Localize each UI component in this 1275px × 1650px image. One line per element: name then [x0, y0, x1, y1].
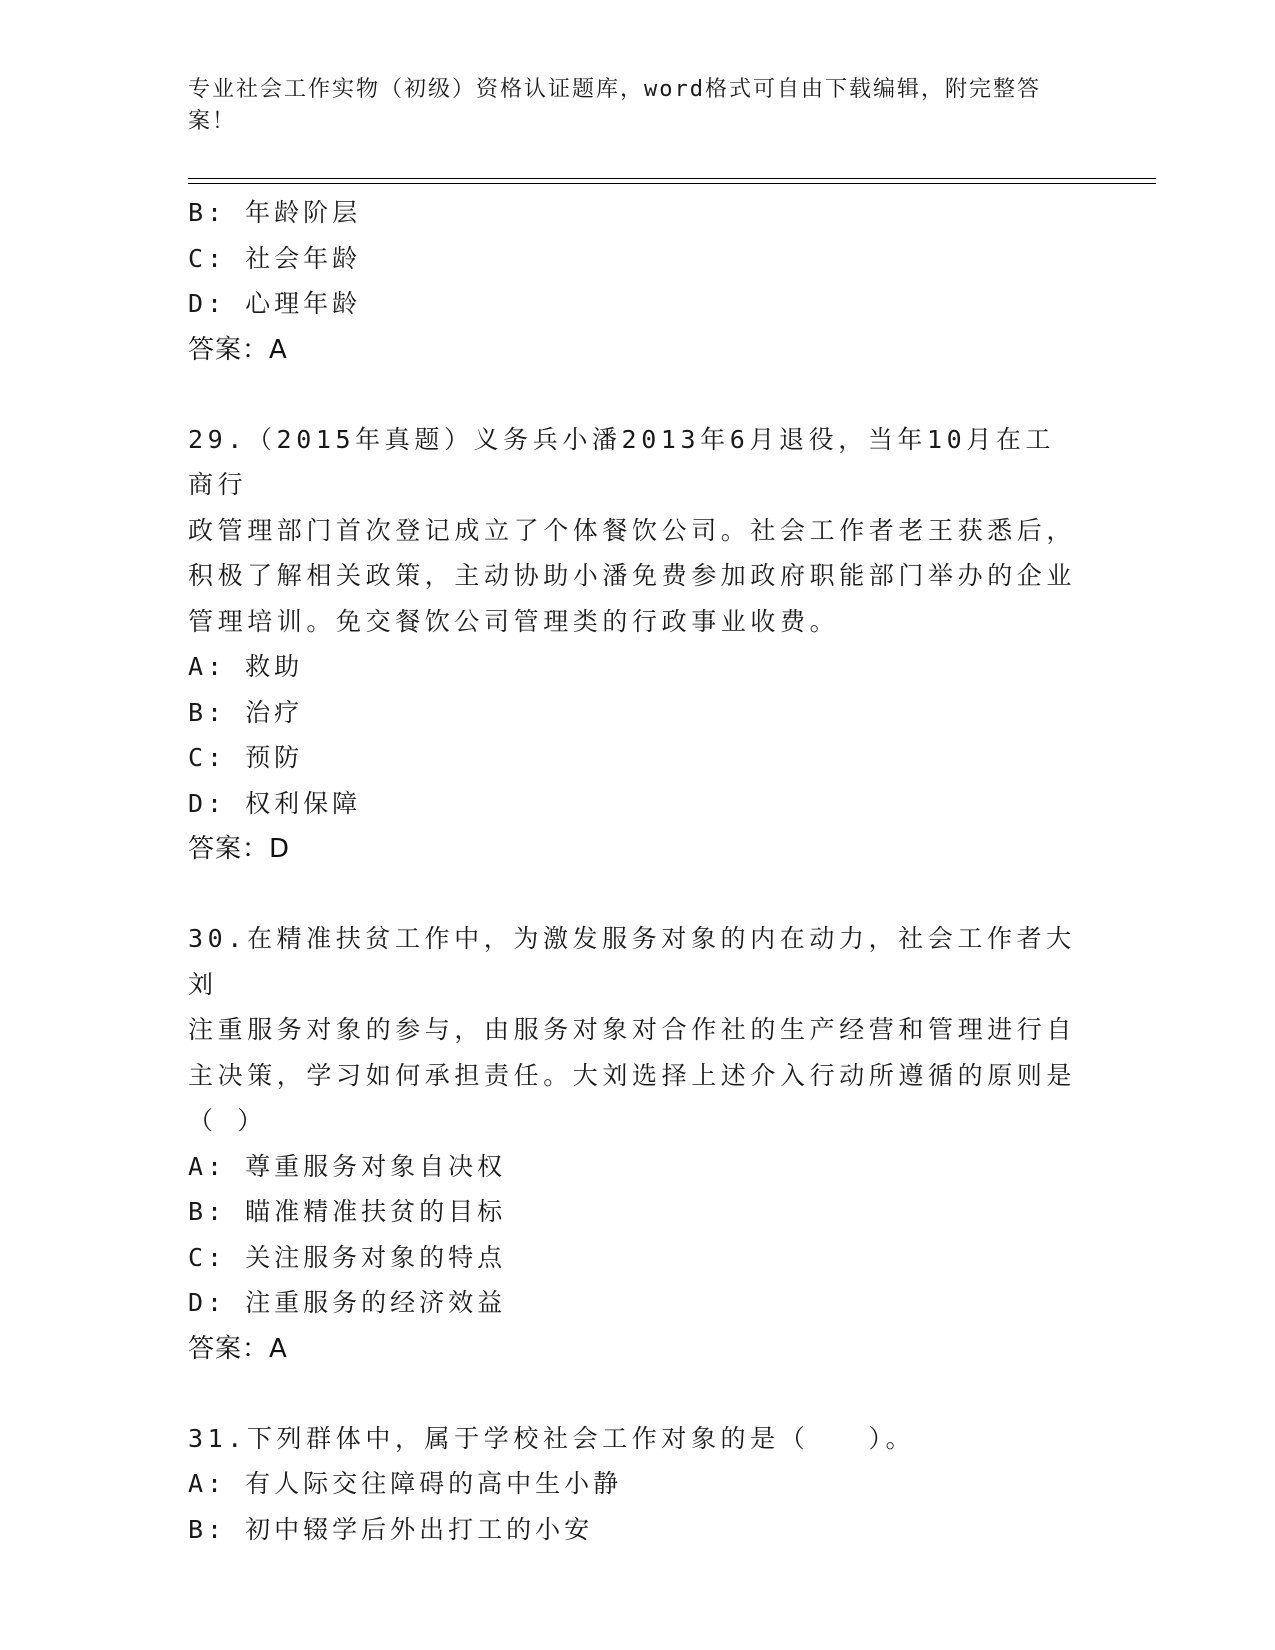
option-a: A: 尊重服务对象自决权	[188, 1151, 507, 1181]
question-text	[188, 417, 1078, 645]
question-text-line: 政管理部门首次登记成立了个体餐饮公司。社会工作者老王获悉后，	[188, 515, 1077, 545]
option-d: D: 心理年龄	[188, 289, 362, 318]
spacer	[188, 1372, 1088, 1416]
answer-line: 答案：D	[188, 834, 291, 864]
option-b: B: 瞄准精准扶贫的目标	[188, 1197, 507, 1226]
question-text	[188, 1416, 1078, 1462]
spacer	[188, 373, 1088, 417]
question-text-line: 30.在精准扶贫工作中，为激发服务对象的内在动力，社会工作者大刘	[188, 924, 1076, 999]
document-header	[188, 74, 1068, 138]
header-line-2: 案！	[188, 109, 237, 134]
header-line-1: 专业社会工作实物（初级）资格认证题库，word格式可自由下载编辑，附完整答	[188, 77, 1041, 102]
answer-line: 答案：A	[188, 1333, 288, 1364]
question-text-line: 29.（2015年真题）义务兵小潘2013年6月退役，当年10月在工商行	[188, 424, 1056, 499]
question-text-line: （ ）	[188, 1106, 267, 1135]
question-text-line: 管理培训。免交餐饮公司管理类的行政事业收费。	[188, 606, 840, 636]
header-divider-bottom	[188, 183, 1156, 184]
option-c: C: 关注服务对象的特点	[188, 1242, 507, 1272]
question-text	[188, 916, 1078, 1144]
answer-line: 答案：A	[188, 334, 288, 365]
question-list	[188, 190, 1088, 1552]
header-divider-top	[188, 178, 1156, 179]
question-text-line: 31.下列群体中，属于学校社会工作对象的是（ ）。	[188, 1423, 916, 1453]
option-a: A: 救助	[188, 652, 304, 681]
question-31	[188, 1416, 1088, 1553]
option-c: C: 社会年龄	[188, 243, 362, 273]
question-30	[188, 916, 1088, 1372]
question-text-line: 积极了解相关政策，主动协助小潘免费参加政府职能部门举办的企业	[188, 561, 1077, 590]
option-b: B: 初中辍学后外出打工的小安	[188, 1514, 594, 1544]
question-text-line: 主决策，学习如何承担责任。大刘选择上述介入行动所遵循的原则是	[188, 1060, 1077, 1090]
option-d: D: 权利保障	[188, 788, 362, 818]
question-text-line: 注重服务对象的参与，由服务对象对合作社的生产经营和管理进行自	[188, 1015, 1077, 1044]
option-a: A: 有人际交往障碍的高中生小静	[188, 1469, 623, 1498]
option-c: C: 预防	[188, 743, 304, 772]
option-d: D: 注重服务的经济效益	[188, 1288, 507, 1317]
question-28	[188, 190, 1088, 373]
question-29	[188, 417, 1088, 873]
option-b: B: 治疗	[188, 697, 304, 727]
spacer	[188, 872, 1088, 916]
option-b: B: 年龄阶层	[188, 198, 362, 227]
